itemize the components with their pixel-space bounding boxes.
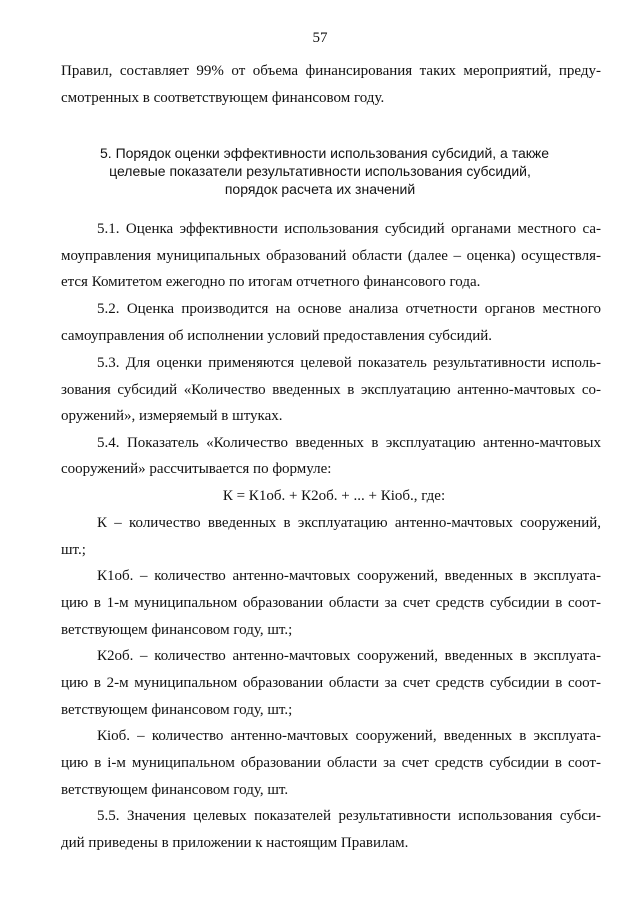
definition-k2-line-2: цию в 2-м муниципальном образовании области за счет средств субсидии в соот-	[61, 675, 601, 691]
section-heading-line-3: порядок расчета их значений	[224, 181, 416, 197]
paragraph-5-3-line-2: зования субсидий «Количество введенных в эксплуатацию антенно-мачтовых со-	[61, 382, 601, 398]
definition-k1-line-2: цию в 1-м муниципальном образовании области за счет средств субсидии в соот-	[61, 595, 601, 611]
definition-ki-line-3: ветствующем финансовом году, шт.	[61, 782, 289, 798]
definition-ki-line-2: цию в i-м муниципальном образовании области за счет средств субсидии в соот-	[61, 755, 601, 771]
paragraph-5-1-line-1: 5.1. Оценка эффективности использования субсидий органами местного са-	[97, 221, 601, 237]
definition-k2-line-3: ветствующем финансовом году, шт.;	[61, 702, 293, 718]
paragraph-5-2-line-1: 5.2. Оценка производится на основе анализа отчетности органов местного	[97, 301, 601, 317]
section-heading-line-2: целевые показатели результативности использования субсидий,	[109, 163, 531, 179]
page-number: 57	[312, 30, 328, 46]
definition-k1-line-3: ветствующем финансовом году, шт.;	[61, 622, 293, 638]
definition-k1-line-1: К1об. – количество антенно-мачтовых сооружений, введенных в эксплуата-	[97, 568, 601, 584]
paragraph-5-2-line-2: самоуправления об исполнении условий предоставления субсидий.	[61, 328, 493, 344]
paragraph-5-5-line-1: 5.5. Значения целевых показателей результативности использования субси-	[97, 808, 601, 824]
paragraph-5-5-line-2: дий приведены в приложении к настоящим Правилам.	[61, 835, 409, 851]
intro-line-1: Правил, составляет 99% от объема финансирования таких мероприятий, преду-	[61, 63, 601, 79]
paragraph-5-4-line-1: 5.4. Показатель «Количество введенных в эксплуатацию антенно-мачтовых	[97, 435, 601, 451]
section-heading-line-1: 5. Порядок оценки эффективности использования субсидий, а также	[100, 145, 550, 161]
paragraph-5-1-line-3: ется Комитетом ежегодно по итогам отчетного финансового года.	[61, 274, 481, 290]
paragraph-5-4-line-2: сооружений» рассчитывается по формуле:	[61, 461, 332, 477]
paragraph-5-3-line-3: оружений», измеряемый в штуках.	[61, 408, 283, 424]
paragraph-5-1-line-2: моуправления муниципальных образований области (далее – оценка) осуществля-	[61, 248, 601, 264]
definition-k2-line-1: К2об. – количество антенно-мачтовых сооружений, введенных в эксплуата-	[97, 648, 601, 664]
definition-k-line-2: шт.;	[61, 542, 86, 558]
intro-line-2: смотренных в соответствующем финансовом году.	[61, 90, 385, 106]
definition-ki-line-1: Кiоб. – количество антенно-мачтовых сооружений, введенных в эксплуата-	[97, 728, 601, 744]
formula: К = К1об. + К2об. + ... + Кiоб., где:	[222, 488, 446, 504]
paragraph-5-3-line-1: 5.3. Для оценки применяются целевой показатель результативности исполь-	[97, 355, 601, 371]
definition-k-line-1: К – количество введенных в эксплуатацию антенно-мачтовых сооружений,	[97, 515, 601, 531]
